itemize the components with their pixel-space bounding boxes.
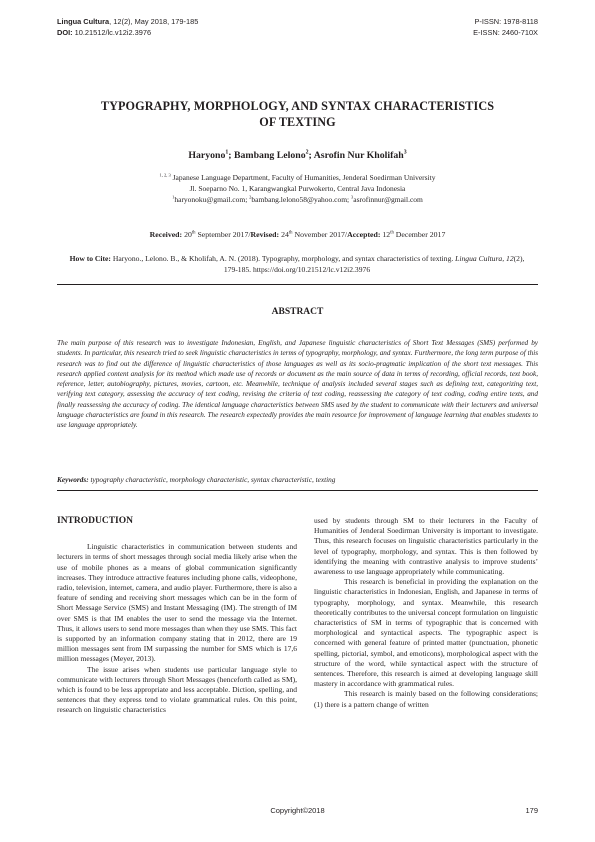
received-rest: September 2017/ bbox=[195, 230, 251, 239]
revised-label: Revised: bbox=[250, 230, 280, 239]
body-column-left bbox=[57, 516, 297, 716]
running-header-right bbox=[473, 17, 538, 38]
affiliation-dept: Japanese Language Department, Faculty of Humanities, Jenderal Soedirman University bbox=[170, 173, 436, 182]
revised-suffix: th bbox=[288, 230, 293, 236]
journal-issue: , 12(2), May 2018, 179-185 bbox=[109, 17, 199, 26]
divider-top bbox=[57, 284, 538, 285]
cite-label: How to Cite: bbox=[69, 254, 111, 263]
revised-day: 24 bbox=[279, 230, 289, 239]
running-header-left bbox=[57, 17, 198, 38]
author-email: haryonoku@gmail.com; bbox=[174, 195, 250, 205]
accepted-rest: December 2017 bbox=[393, 230, 446, 239]
body-paragraph: used by students through SM to their lecturers in the Faculty of Humanities of Jenderal Soedirman University is important to investigate. Thus, this research focuses on linguistic characteristics particularly in the level of typography, morphology, and syntax. This is then followed by identifying the meaning with contrastive analysis to improve students’ awareness to use language appropriately while communicating. bbox=[314, 516, 538, 577]
abstract-heading: ABSTRACT bbox=[271, 307, 324, 317]
author-emails bbox=[60, 194, 535, 205]
author-separator: ; bbox=[308, 150, 314, 161]
article-title bbox=[60, 98, 535, 130]
affiliation-line1 bbox=[60, 172, 535, 183]
journal-name: Lingua Cultura bbox=[57, 17, 110, 26]
author-list bbox=[60, 150, 535, 161]
accepted-suffix: th bbox=[390, 230, 394, 236]
submission-dates bbox=[60, 230, 535, 239]
affiliation-line2: Jl. Soeparno No. 1, Karangwangkal Purwokerto, Central Java Indonesia bbox=[189, 184, 406, 194]
pissn: P-ISSN: 1978-8118 bbox=[474, 17, 538, 26]
body-paragraph: Linguistic characteristics in communication between students and lecturers in terms of short messages through social media likely arise when the use of mobile phones as a means of global communication significantly increases. They introduce attractive features including phone calls, videophone, radio, television, internet, camera, and audio player. Furthermore, there is also a feature of sending and receiving short messages which can be in the form of Short Message Service (SMS) and Instant Messaging (IM). The strength of IM over SMS is that IM enables the user to send the message via the Internet. Thus, it allows users to send more messages than when they use SMS. This fact is supported by an information company stating that in 2012, there are 19 million messages sent from IM surpassing the number for SMS which is 17,6 million messages (Meyer, 2013). bbox=[57, 542, 297, 664]
author-name: Bambang Lelono bbox=[234, 150, 306, 161]
body-paragraph: The issue arises when students use particular language style to communicate with lecturers through Short Messages (henceforth called as SM), which is found to be less appropriate and less acceptable. Diction, spelling, and sentences that they express tend to violate grammatical rules. On this point, research on linguistic characteristics bbox=[57, 664, 297, 715]
keywords-list: typography characteristic, morphology characteristic, syntax characteristic, texting bbox=[88, 475, 336, 484]
doi-value: 10.21512/lc.v12i2.3976 bbox=[72, 27, 152, 37]
author-affil-mark: 1 bbox=[225, 149, 229, 156]
author-separator: ; bbox=[228, 150, 234, 161]
cite-text: Haryono., Lelono. B., & Kholifah, A. N. (2018). Typography, morphology, and syntax characteristics of texting. bbox=[110, 254, 456, 263]
doi-label: DOI: bbox=[57, 27, 73, 37]
author-name: Asrofin Nur Kholifah bbox=[313, 150, 404, 161]
how-to-cite bbox=[62, 253, 532, 275]
cite-journal: Lingua Cultura, 12 bbox=[455, 254, 514, 263]
accepted-day: 12 bbox=[380, 230, 391, 239]
affiliation-mark: 1, 2, 3 bbox=[159, 172, 171, 178]
page-number: 179 bbox=[525, 806, 538, 815]
received-suffix: th bbox=[191, 230, 196, 236]
affiliation bbox=[60, 172, 535, 206]
keywords-label: Keywords: bbox=[57, 475, 89, 484]
eissn: E-ISSN: 2460-710X bbox=[473, 27, 538, 37]
article-title-line2: OF TEXTING bbox=[259, 115, 336, 129]
body-paragraph: This research is beneficial in providing the explanation on the linguistic characteristics in Indonesian, English, and Japanese in terms of typography, morphology, and syntax. Meanwhile, this research theoretically contributes to the universal concept formulation on linguistic characteristics of SM in terms of typographic that is concerned with morphological and syntactical aspects. The typographic aspect is concerned with general feature of printed matter (punctuation, phonetic spelling, pictorial, symbol, and emoticons), morphological aspect with the structure of the word, while syntactical aspect with the structure of sentences. Therefore, this research is aimed at developing language skill mastery in accordance with grammatical rules. bbox=[314, 577, 538, 689]
received-label: Received: bbox=[149, 230, 183, 239]
keywords bbox=[57, 475, 538, 484]
author-affil-mark: 3 bbox=[403, 149, 407, 156]
copyright: Copyright©2018 bbox=[270, 806, 325, 815]
author-name: Haryono bbox=[188, 150, 226, 161]
divider-bottom bbox=[57, 490, 538, 491]
article-title-line1: TYPOGRAPHY, MORPHOLOGY, AND SYNTAX CHARACTERISTICS bbox=[100, 99, 495, 113]
author-affil-mark: 2 bbox=[305, 149, 309, 156]
email-mark: 3 bbox=[351, 194, 354, 200]
section-heading-introduction: INTRODUCTION bbox=[57, 516, 134, 526]
email-mark: 2 bbox=[249, 194, 252, 200]
body-paragraph: This research is mainly based on the following considerations; (1) there is a pattern change of written bbox=[314, 689, 538, 709]
accepted-label: Accepted: bbox=[347, 230, 381, 239]
author-email: bambang.lelono58@yahoo.com; bbox=[251, 195, 352, 205]
abstract-body: The main purpose of this research was to investigate Indonesian, English, and Japanese linguistic characteristics of Short Text Messages (SMS) performed by students. In particular, this research tried to seek linguistic characteristics in terms of typography, morphology, and syntax. Furthermore, the long term purpose of this research was to find out the difference of linguistic characteristics of those languages as well as its socio-pragmatic implication of the short text messages. This research applied content analysis for its method which made use of records or document as the main source of data in terms of recording, official records, text book, reference, letter, autobiography, pictures, movies, cartoon, etc. Meanwhile, technique of analysis included several stages such as defining text, categorizing text, verifying text category, assessing the accuracy of text coding, revising the criteria of text coding, reassessing the category of text coding, coding entire texts, and finally reassessing the accuracy of coding. The identical language characteristics between SMS used by the student to communicate with their lecturers and universal language characteristics are found in this research. The research expectedly provides the main resource for improvement of language learning that enables students to use language appropriately. bbox=[57, 339, 538, 430]
received-day: 20 bbox=[182, 230, 192, 239]
body-column-right bbox=[314, 516, 538, 710]
email-mark: 1 bbox=[172, 194, 175, 200]
doi bbox=[57, 28, 198, 39]
author-email: asrofinnur@gmail.com bbox=[353, 195, 423, 205]
journal-citation bbox=[57, 17, 198, 28]
cite-text-tail: (2), 179-185. https://doi.org/10.21512/lc.v12i2.3976 bbox=[223, 254, 525, 274]
revised-rest: November 2017/ bbox=[292, 230, 348, 239]
